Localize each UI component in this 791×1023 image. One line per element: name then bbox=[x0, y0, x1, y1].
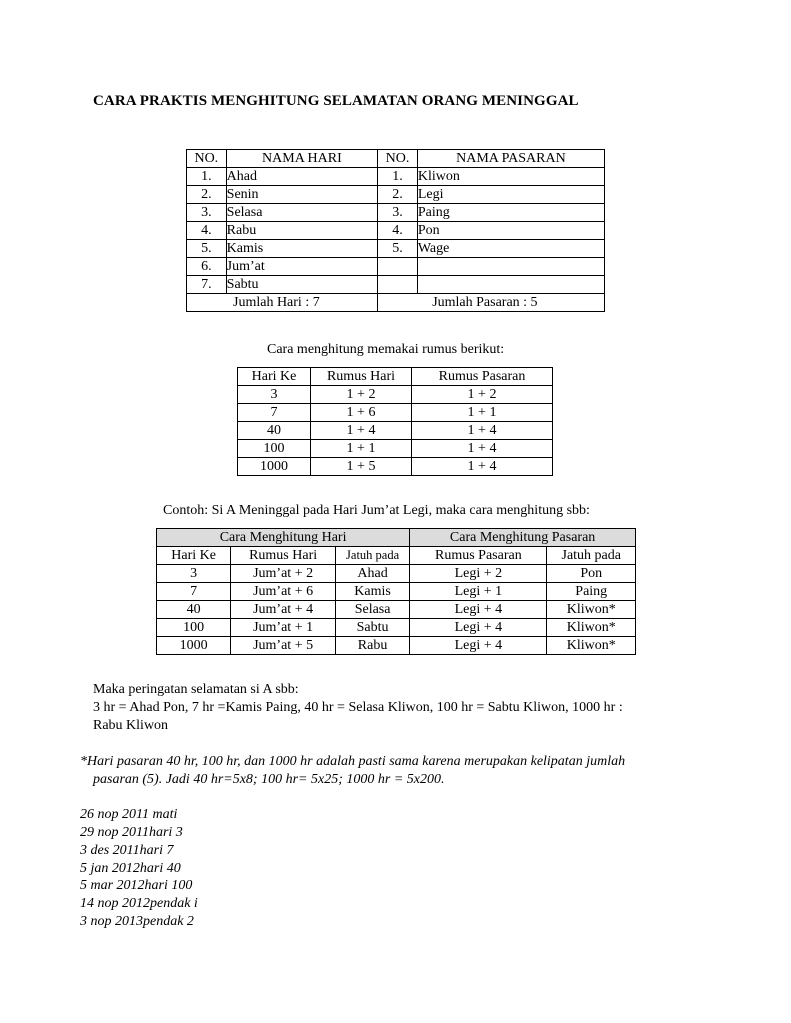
cell: Ahad bbox=[226, 168, 378, 186]
cell: Legi bbox=[417, 186, 604, 204]
cell: 100 bbox=[157, 619, 231, 637]
cell: Legi + 2 bbox=[410, 565, 547, 583]
header-jatuh-pada-pasaran: Jatuh pada bbox=[547, 547, 636, 565]
cell: 7 bbox=[157, 583, 231, 601]
cell: 100 bbox=[238, 440, 311, 458]
cell: 3 bbox=[157, 565, 231, 583]
cell: 2. bbox=[378, 186, 418, 204]
cell: 7. bbox=[187, 276, 227, 294]
total-hari: Jumlah Hari : 7 bbox=[187, 294, 378, 312]
log-entry: 14 nop 2012pendak i bbox=[80, 896, 198, 911]
cell: 2. bbox=[187, 186, 227, 204]
cell: Legi + 1 bbox=[410, 583, 547, 601]
header-rumus-hari: Rumus Hari bbox=[311, 368, 412, 386]
table-row bbox=[157, 637, 636, 655]
header-hari-ke: Hari Ke bbox=[238, 368, 311, 386]
cell: 1 + 5 bbox=[311, 458, 412, 476]
cell: Senin bbox=[226, 186, 378, 204]
cell: Jum’at + 2 bbox=[231, 565, 336, 583]
cell bbox=[417, 276, 604, 294]
contoh-text: Contoh: Si A Meninggal pada Hari Jum’at Legi, maka cara menghitung sbb: bbox=[163, 503, 590, 518]
cell: 1 + 4 bbox=[412, 440, 553, 458]
header-nama-hari: NAMA HARI bbox=[226, 150, 378, 168]
cell: Jum’at + 4 bbox=[231, 601, 336, 619]
cell: 1000 bbox=[238, 458, 311, 476]
cell: 5. bbox=[187, 240, 227, 258]
cell: Kliwon* bbox=[547, 637, 636, 655]
cell: Kliwon* bbox=[547, 619, 636, 637]
cell: 1 + 4 bbox=[412, 422, 553, 440]
cell: Rabu bbox=[335, 637, 409, 655]
table-row bbox=[187, 258, 605, 276]
cell: Jum’at + 5 bbox=[231, 637, 336, 655]
cell: 1 + 4 bbox=[311, 422, 412, 440]
cell: 3 bbox=[238, 386, 311, 404]
log-entry: 26 nop 2011 mati bbox=[80, 807, 178, 822]
log-entry: 29 nop 2011hari 3 bbox=[80, 825, 183, 840]
log-entry: 5 jan 2012hari 40 bbox=[80, 861, 181, 876]
cell: 4. bbox=[187, 222, 227, 240]
header-hari-ke: Hari Ke bbox=[157, 547, 231, 565]
log-entry: 3 nop 2013pendak 2 bbox=[80, 914, 194, 929]
table-row bbox=[187, 186, 605, 204]
table-row bbox=[238, 440, 553, 458]
cell: 1. bbox=[378, 168, 418, 186]
group-header-row bbox=[157, 529, 636, 547]
cell: 1. bbox=[187, 168, 227, 186]
cell: Jum’at + 1 bbox=[231, 619, 336, 637]
cell: 1 + 1 bbox=[412, 404, 553, 422]
cell: 1000 bbox=[157, 637, 231, 655]
hari-pasaran-table bbox=[186, 149, 605, 312]
header-rumus-hari: Rumus Hari bbox=[231, 547, 336, 565]
table-row bbox=[187, 204, 605, 222]
cell: Kamis bbox=[226, 240, 378, 258]
cell: Kliwon bbox=[417, 168, 604, 186]
note-line-1: *Hari pasaran 40 hr, 100 hr, dan 1000 hr adalah pasti sama karena merupakan kelipatan jumlah bbox=[80, 754, 626, 769]
cell: 40 bbox=[157, 601, 231, 619]
header-nama-pasaran: NAMA PASARAN bbox=[417, 150, 604, 168]
table-row bbox=[157, 619, 636, 637]
table-row bbox=[157, 601, 636, 619]
header-rumus-pasaran: Rumus Pasaran bbox=[412, 368, 553, 386]
table-row bbox=[238, 404, 553, 422]
table-row bbox=[238, 386, 553, 404]
cell: Pon bbox=[547, 565, 636, 583]
table-row bbox=[187, 276, 605, 294]
cell: 4. bbox=[378, 222, 418, 240]
cell: Selasa bbox=[335, 601, 409, 619]
cell: Sabtu bbox=[226, 276, 378, 294]
maka-line-1: Maka peringatan selamatan si A sbb: bbox=[93, 682, 299, 697]
table-total-row bbox=[187, 294, 605, 312]
cell: Sabtu bbox=[335, 619, 409, 637]
cell: 6. bbox=[187, 258, 227, 276]
cell: Paing bbox=[417, 204, 604, 222]
cell bbox=[417, 258, 604, 276]
table-header-row bbox=[157, 547, 636, 565]
table-header-row bbox=[238, 368, 553, 386]
cell: Jum’at bbox=[226, 258, 378, 276]
table-row bbox=[238, 458, 553, 476]
cell: Rabu bbox=[226, 222, 378, 240]
cell: Jum’at + 6 bbox=[231, 583, 336, 601]
cell: 1 + 2 bbox=[311, 386, 412, 404]
cell: Kamis bbox=[335, 583, 409, 601]
cell: 3. bbox=[378, 204, 418, 222]
cell: Pon bbox=[417, 222, 604, 240]
header-no-pasaran: NO. bbox=[378, 150, 418, 168]
header-jatuh-pada-hari: Jatuh pada bbox=[335, 547, 409, 565]
contoh-table bbox=[156, 528, 636, 655]
cell: Wage bbox=[417, 240, 604, 258]
note-line-2: pasaran (5). Jadi 40 hr=5x8; 100 hr= 5x25; 1000 hr = 5x200. bbox=[93, 772, 445, 787]
log-entry: 5 mar 2012hari 100 bbox=[80, 878, 193, 893]
header-rumus-pasaran: Rumus Pasaran bbox=[410, 547, 547, 565]
rumus-table bbox=[237, 367, 553, 476]
cell: Kliwon* bbox=[547, 601, 636, 619]
cell: 7 bbox=[238, 404, 311, 422]
cell: 1 + 1 bbox=[311, 440, 412, 458]
cell: Selasa bbox=[226, 204, 378, 222]
cell: Legi + 4 bbox=[410, 637, 547, 655]
cell: 5. bbox=[378, 240, 418, 258]
group-hari: Cara Menghitung Hari bbox=[157, 529, 410, 547]
table-row bbox=[187, 240, 605, 258]
cell bbox=[378, 276, 418, 294]
table-row bbox=[187, 168, 605, 186]
cell: Legi + 4 bbox=[410, 601, 547, 619]
cell: 1 + 4 bbox=[412, 458, 553, 476]
table-row bbox=[157, 565, 636, 583]
rumus-intro: Cara menghitung memakai rumus berikut: bbox=[267, 342, 505, 357]
table-row bbox=[157, 583, 636, 601]
cell: 40 bbox=[238, 422, 311, 440]
cell: 1 + 6 bbox=[311, 404, 412, 422]
cell: 3. bbox=[187, 204, 227, 222]
header-no-hari: NO. bbox=[187, 150, 227, 168]
cell: Paing bbox=[547, 583, 636, 601]
maka-line-3: Rabu Kliwon bbox=[93, 718, 169, 733]
table-row bbox=[238, 422, 553, 440]
log-entry: 3 des 2011hari 7 bbox=[80, 843, 174, 858]
table-row bbox=[187, 222, 605, 240]
group-pasaran: Cara Menghitung Pasaran bbox=[410, 529, 636, 547]
table-header-row bbox=[187, 150, 605, 168]
cell: 1 + 2 bbox=[412, 386, 553, 404]
cell: Ahad bbox=[335, 565, 409, 583]
total-pasaran: Jumlah Pasaran : 5 bbox=[378, 294, 605, 312]
page-title: CARA PRAKTIS MENGHITUNG SELAMATAN ORANG MENINGGAL bbox=[93, 93, 579, 109]
cell bbox=[378, 258, 418, 276]
cell: Legi + 4 bbox=[410, 619, 547, 637]
maka-line-2: 3 hr = Ahad Pon, 7 hr =Kamis Paing, 40 hr = Selasa Kliwon, 100 hr = Sabtu Kliwon, 1000 hr : bbox=[93, 700, 623, 715]
